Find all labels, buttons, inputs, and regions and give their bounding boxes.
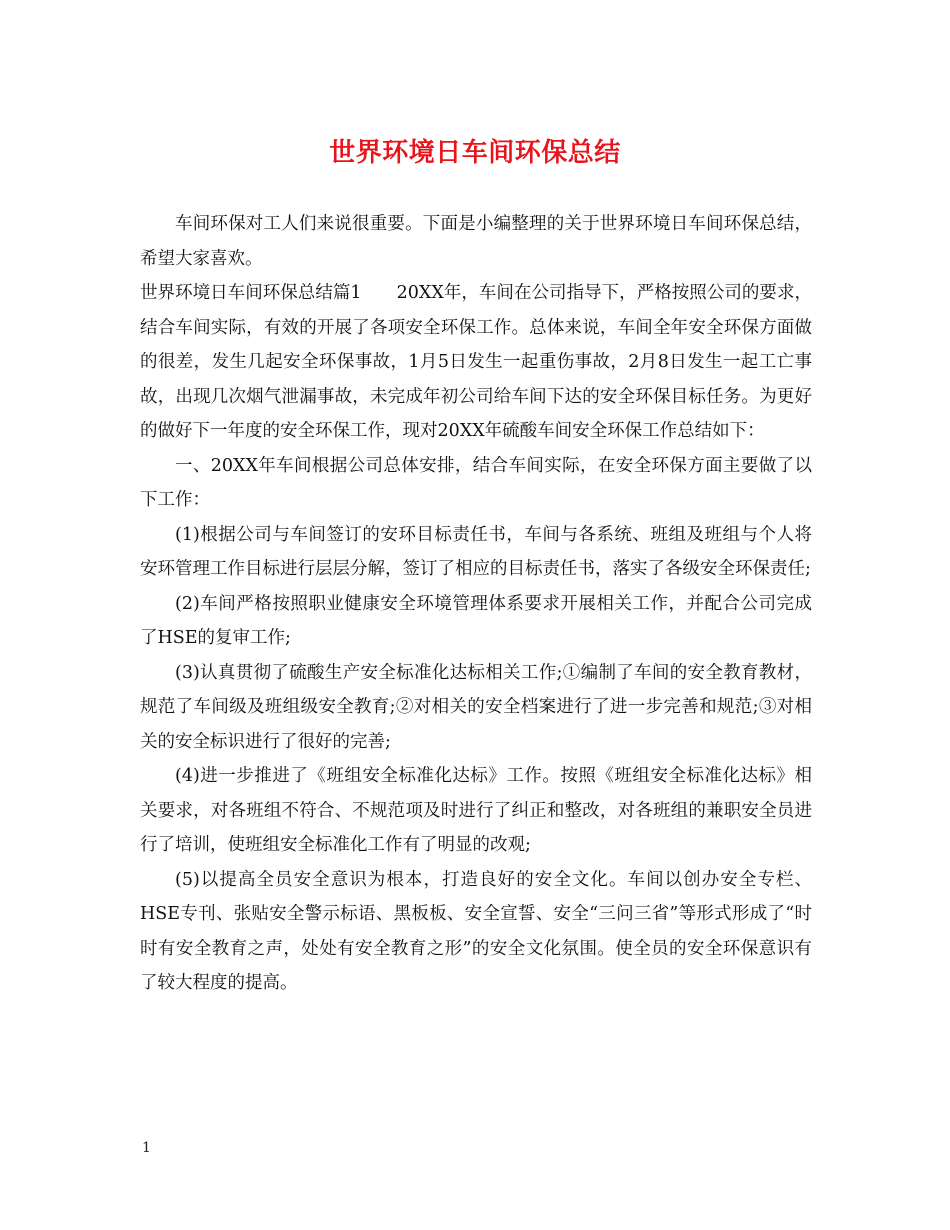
document-body xyxy=(140,207,812,1001)
intro-paragraph: 车间环保对工人们来说很重要。下面是小编整理的关于世界环境日车间环保总结，希望大家喜欢。 xyxy=(140,214,812,269)
document-title: 世界环境日车间环保总结 xyxy=(329,138,621,168)
list-item-1: (1)根据公司与车间签订的安环目标责任书，车间与各系统、班组及班组与个人将安环管理工作目标进行层层分解，签订了相应的目标责任书，落实了各级安全环保责任; xyxy=(140,524,812,579)
list-item-5: (5)以提高全员安全意识为根本，打造良好的安全文化。车间以创办安全专栏、HSE专刊、张贴安全警示标语、黑板板、安全宣誓、安全“三问三省”等形式形成了“时时有安全教育之声，处处有安全教育之形”的安全文化氛围。使全员的安全环保意识有了较大程度的提高。 xyxy=(140,869,812,993)
list-item-2: (2)车间严格按照职业健康安全环境管理体系要求开展相关工作，并配合公司完成了HSE的复审工作; xyxy=(140,593,812,648)
list-item-3: (3)认真贯彻了硫酸生产安全标准化达标相关工作;①编制了车间的安全教育教材，规范了车间级及班组级安全教育;②对相关的安全档案进行了进一步完善和规范;③对相关的安全标识进行了很好的完善; xyxy=(140,662,812,752)
list-item-4: (4)进一步推进了《班组安全标准化达标》工作。按照《班组安全标准化达标》相关要求，对各班组不符合、不规范项及时进行了纠正和整改，对各班组的兼职安全员进行了培训，使班组安全标准化工作有了明显的改观; xyxy=(140,766,812,855)
work-summary-paragraph: 一、20XX年车间根据公司总体安排，结合车间实际，在安全环保方面主要做了以下工作： xyxy=(140,455,812,510)
section-paragraph: 世界环境日车间环保总结篇1 20XX年，车间在公司指导下，严格按照公司的要求，结合车间实际，有效的开展了各项安全环保工作。总体来说，车间全年安全环保方面做的很差，发生几起安全环保事故，1月5日发生一起重伤事故，2月8日发生一起工亡事故，出现几次烟气泄漏事故，未完成年初公司给车间下达的安全环保目标任务。为更好的做好下一年度的安全环保工作，现对20XX年硫酸车间安全环保工作总结如下： xyxy=(140,283,812,441)
page-number: 1 xyxy=(142,1140,151,1156)
